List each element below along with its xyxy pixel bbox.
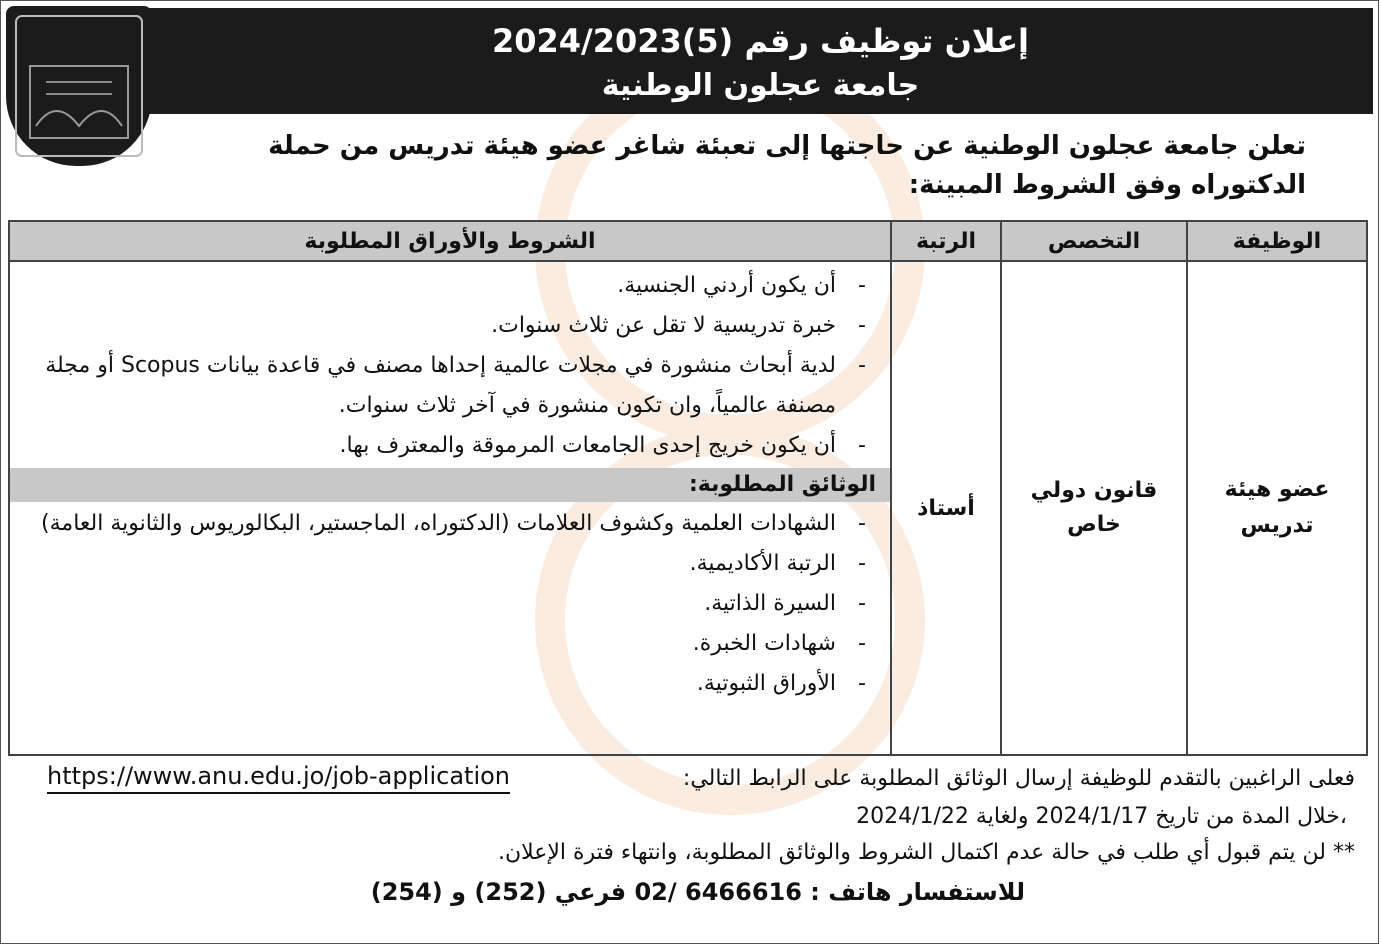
announcement-title: إعلان توظيف رقم (5)2024/2023: [491, 22, 1030, 60]
contact-phone: للاستفسار هاتف : 6466616 /02 فرعي (252) و (254): [370, 878, 1025, 906]
list-item: - الأوراق الثبوتية.: [20, 664, 872, 704]
list-item: - الرتبة الأكاديمية.: [20, 544, 872, 584]
table-header-row: [9, 221, 1367, 261]
intro-paragraph: [136, 120, 1306, 172]
conditions-list: [10, 262, 890, 466]
intro-line-1: تعلن جامعة عجلون الوطنية عن حاجتها إلى تعبئة شاغر عضو هيئة تدريس من حملة: [268, 131, 1306, 161]
cell-rank: أستاذ: [891, 261, 1001, 755]
apply-instructions: فعلى الراغبين بالتقدم للوظيفة إرسال الوثائق المطلوبة على الرابط التالي:: [682, 766, 1355, 791]
header-specialization: التخصص: [1001, 221, 1187, 261]
specialization-value: قانون دولي خاص: [1030, 478, 1158, 537]
list-item: - السيرة الذاتية.: [20, 584, 872, 624]
cell-conditions: [9, 261, 891, 755]
documents-title: الوثائق المطلوبة:: [10, 468, 890, 502]
footer: [25, 760, 1355, 914]
header-job: الوظيفة: [1187, 221, 1367, 261]
header-conditions: الشروط والأوراق المطلوبة: [9, 221, 891, 261]
cell-specialization: [1001, 261, 1187, 755]
list-item: - أن يكون أردني الجنسية.: [20, 266, 872, 306]
table-row: [9, 261, 1367, 755]
list-item: - الشهادات العلمية وكشوف العلامات (الدكتوراه، الماجستير، البكالوريوس والثانوية العامة): [20, 504, 872, 544]
application-period: ،خلال المدة من تاريخ 2024/1/17 ولغاية 2024/1/22: [856, 804, 1347, 829]
documents-list: [10, 504, 890, 704]
jobs-table: [8, 220, 1368, 756]
job-title: عضو هيئة تدريس: [1224, 477, 1330, 538]
application-link[interactable]: https://www.anu.edu.jo/job-application: [47, 760, 510, 794]
university-name: جامعة عجلون الوطنية: [601, 68, 920, 103]
intro-line-2: الدكتوراه وفق الشروط المبينة:: [908, 170, 1306, 200]
header-rank: الرتبة: [891, 221, 1001, 261]
university-seal-icon: [6, 6, 152, 166]
list-item: - أن يكون خريج إحدى الجامعات المرموقة والمعترف بها.: [20, 426, 872, 466]
list-item: - خبرة تدريسية لا تقل عن ثلاث سنوات.: [20, 306, 872, 346]
rejection-note: ** لن يتم قبول أي طلب في حالة عدم اكتمال الشروط والوثائق المطلوبة، وانتهاء فترة الإعلان.: [497, 840, 1355, 865]
university-logo: [6, 6, 152, 166]
list-item: - شهادات الخبرة.: [20, 624, 872, 664]
announcement-header: [148, 8, 1373, 114]
list-item: - لدية أبحاث منشورة في مجلات عالمية إحداها مصنف في قاعدة بيانات Scopus أو مجلة مصنفة عالمياً، وان تكون منشورة في آخر ثلاث سنوات.: [20, 346, 872, 426]
cell-job: [1187, 261, 1367, 755]
